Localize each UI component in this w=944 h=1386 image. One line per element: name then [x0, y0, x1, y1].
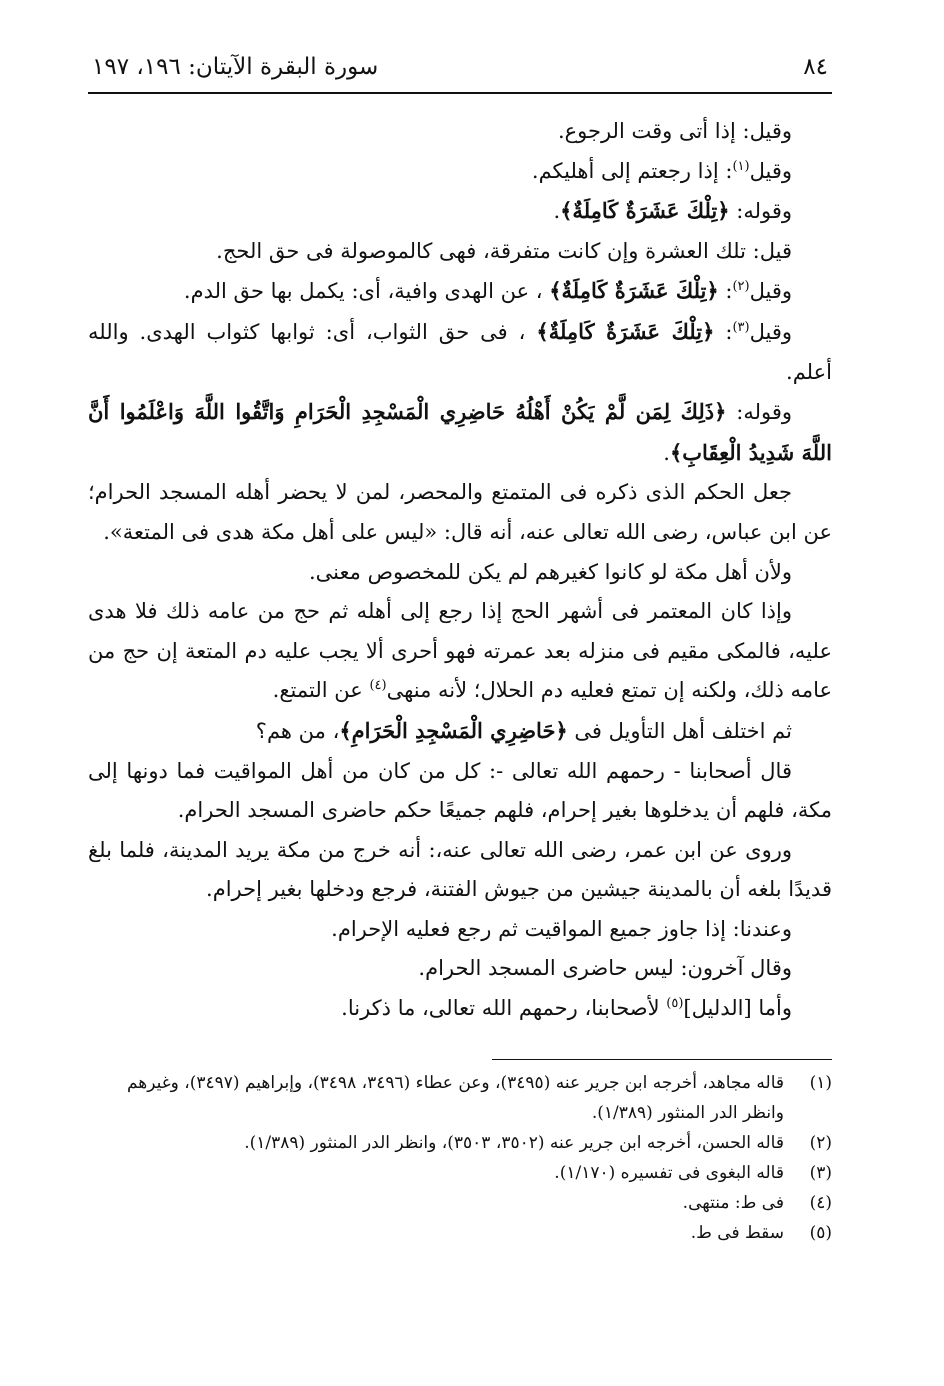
paragraph [88, 271, 832, 312]
running-title: سورة البقرة الآيتان: ١٩٦، ١٩٧ [92, 54, 379, 80]
footnote-ref: (١) [732, 158, 750, 174]
text-run: وإذا كان المعتمر فى أشهر الحج إذا رجع إلى أهله ثم حج من عامه ذلك فلا هدى عليه، فالمكى مقيم فى منزله بعد عمرته فهو أحرى ألا يجب عليه دم المتعة إن حج من عامه ذلك، ولكنه إن تمتع فعليه دم الحلال؛ لأنه منهى [88, 599, 832, 703]
quran-verse: ﴿حَاضِرِي الْمَسْجِدِ الْحَرَامِ﴾ [339, 717, 568, 743]
paragraph [88, 592, 832, 711]
footnote-text: قاله مجاهد، أخرجه ابن جرير عنه (٣٤٩٥)، وعن عطاء (٣٤٩٦، ٣٤٩٨)، وإبراهيم (٣٤٩٧)، وغيرهم وانظر الدر المنثور (١/٣٨٩). [126, 1073, 784, 1123]
footnote-ref: (٥) [666, 996, 684, 1012]
footnote-text: قاله البغوى فى تفسيره (١/١٧٠). [554, 1163, 784, 1183]
text-run: قيل: تلك العشرة وإن كانت متفرقة، فهى كالموصولة فى حق الحج. [216, 238, 792, 263]
text-run: لأصحابنا، رحمهم الله تعالى، ما ذكرنا. [341, 996, 667, 1021]
footnote-text: قاله الحسن، أخرجه ابن جرير عنه (٣٥٠٢، ٣٥٠٣)، وانظر الدر المنثور (١/٣٨٩). [244, 1133, 784, 1153]
text-run: وقيل [749, 279, 792, 304]
footnote [88, 1218, 832, 1248]
paragraph [88, 949, 832, 989]
page-header [88, 50, 832, 94]
footnote [88, 1158, 832, 1188]
paragraph [88, 392, 832, 473]
quran-verse: ﴿ذَلِكَ لِمَن لَّمْ يَكُنْ أَهْلُهُ حَاضِرِي الْمَسْجِدِ الْحَرَامِ وَاتَّقُوا اللَّهَ وَاعْلَمُوا أَنَّ اللَّهَ شَدِيدُ الْعِقَابِ﴾ [88, 399, 832, 465]
text-run: ، عن الهدى وافية، أى: يكمل بها حق الدم. [183, 279, 550, 304]
paragraph [88, 191, 832, 232]
footnote-ref: (٢) [732, 279, 750, 295]
text-run: جعل الحكم الذى ذكره فى المتمتع والمحصر، لمن لا يحضر أهله المسجد الحرام؛ عن ابن عباس، رضى الله تعالى عنه، أنه قال: «ليس على أهل مكة هدى فى المتعة». [88, 480, 832, 544]
text-run: وقيل [749, 319, 792, 344]
text-run: عن التمتع. [272, 678, 370, 703]
paragraph [88, 312, 832, 392]
text-run: وقال آخرون: ليس حاضرى المسجد الحرام. [418, 956, 792, 981]
footnote [88, 1128, 832, 1158]
text-run: ولأن أهل مكة لو كانوا كغيرهم لم يكن للمخصوص معنى. [309, 559, 792, 584]
quran-verse: ﴿تِلْكَ عَشَرَةٌ كَامِلَةٌ﴾ [549, 278, 719, 304]
footnote-ref: (٤) [369, 678, 387, 694]
footnote-number: (٣) [809, 1163, 832, 1183]
paragraph [88, 553, 832, 593]
text-run: ، فى حق الثواب، أى: ثوابها كثواب الهدى. والله أعلم. [88, 319, 832, 384]
paragraph [88, 752, 832, 831]
text-run: . [553, 199, 561, 224]
footnote-text: سقط فى ط. [690, 1223, 784, 1243]
footnote-ref: (٣) [732, 319, 750, 335]
text-run: وعندنا: إذا جاوز جميع المواقيت ثم رجع فعليه الإحرام. [331, 916, 792, 941]
text-run: وقوله: [729, 199, 792, 224]
footnote-number: (٢) [809, 1133, 832, 1153]
quran-verse: ﴿تِلْكَ عَشَرَةٌ كَامِلَةٌ﴾ [560, 198, 730, 224]
page-number: ٨٤ [803, 54, 828, 80]
footnotes [88, 1068, 832, 1248]
text-run: وقيل: إذا أتى وقت الرجوع. [557, 119, 792, 143]
text-run: ، من هم؟ [255, 718, 340, 743]
text-run: ثم اختلف أهل التأويل فى [567, 718, 792, 743]
paragraph [88, 989, 832, 1029]
text-run: وروى عن ابن عمر، رضى الله تعالى عنه،: أنه خرج من مكة يريد المدينة، فلما بلغ قديدًا بلغه أن بالمدينة جيشين من جيوش الفتنة، فرجع ودخلها بغير إحرام. [88, 837, 832, 902]
footnote-number: (٤) [809, 1193, 832, 1213]
footnote [88, 1068, 832, 1128]
quran-verse: ﴿تِلْكَ عَشَرَةٌ كَامِلَةٌ﴾ [536, 318, 715, 344]
footnote [88, 1188, 832, 1218]
text-run: قال أصحابنا - رحمهم الله تعالى -: كل من كان من أهل المواقيت فما دونها إلى مكة، فلهم أن يدخلوها بغير إحرام، فلهم جميعًا حكم حاضرى المسجد الحرام. [88, 758, 832, 823]
text-run: وقوله: [726, 400, 792, 425]
paragraph [88, 473, 832, 552]
text-run: وقيل [749, 158, 792, 183]
paragraph [88, 232, 832, 272]
footnote-number: (٥) [809, 1223, 832, 1243]
paragraph [88, 910, 832, 950]
text-run: وأما [الدليل] [683, 996, 792, 1021]
paragraph [88, 112, 832, 152]
paragraph [88, 711, 832, 752]
footnote-separator [492, 1059, 832, 1060]
text-run: : إذا رجعتم إلى أهليكم. [531, 158, 733, 183]
footnote-text: فى ط: منتهى. [682, 1193, 784, 1213]
footnote-number: (١) [809, 1073, 832, 1093]
main-text [88, 112, 832, 1029]
paragraph [88, 152, 832, 192]
text-run: : [718, 279, 733, 304]
paragraph [88, 831, 832, 910]
text-run: : [714, 319, 733, 344]
text-run: . [663, 440, 670, 465]
